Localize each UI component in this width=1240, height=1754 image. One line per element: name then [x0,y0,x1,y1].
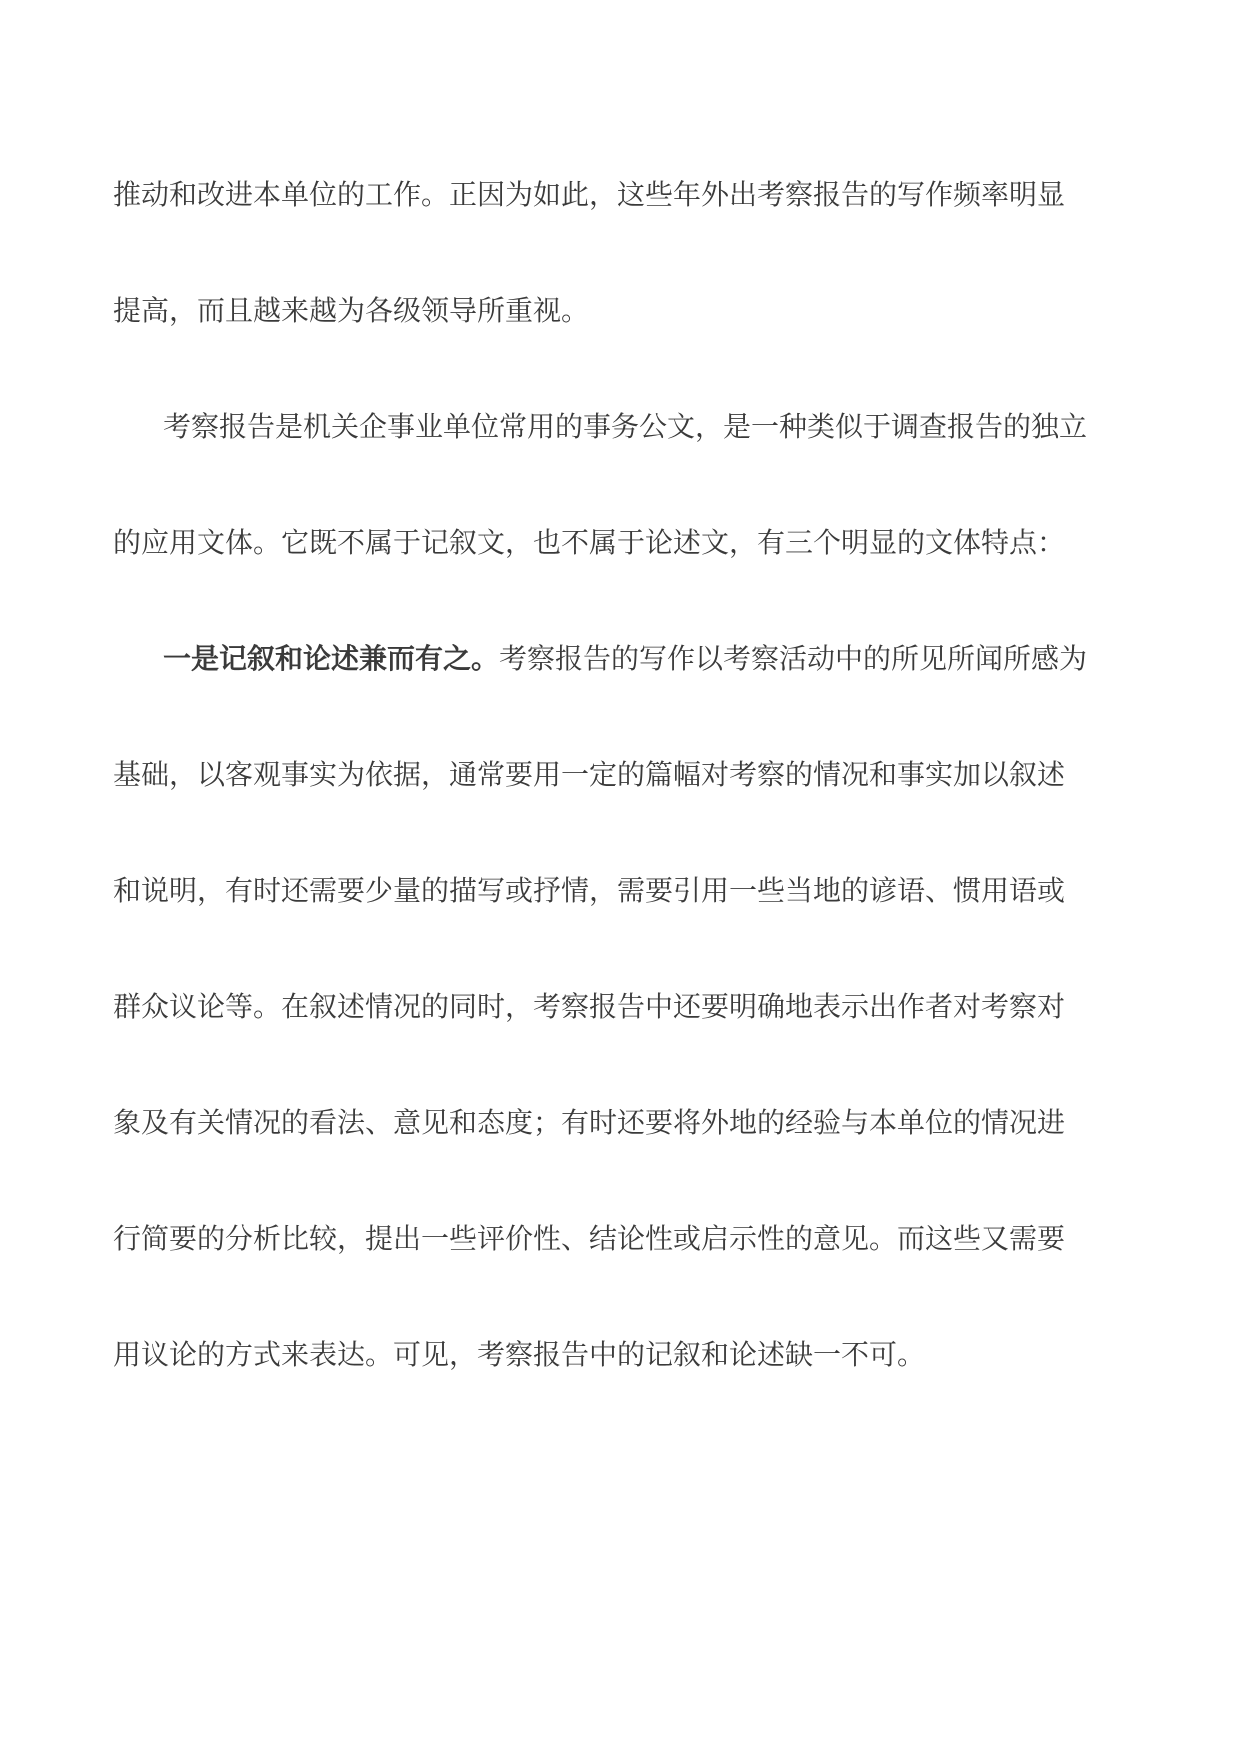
text-line-1: 推动和改进本单位的工作。正因为如此，这些年外出考察报告的写作频率明显 [113,178,1066,211]
paragraph-3-line-7: 用议论的方式来表达。可见，考察报告中的记叙和论述缺一不可。 [113,1338,926,1371]
paragraph-3-line-2: 基础，以客观事实为依据，通常要用一定的篇幅对考察的情况和事实加以叙述 [113,758,1066,791]
paragraph-3-line-3: 和说明，有时还需要少量的描写或抒情，需要引用一些当地的谚语、惯用语或 [113,874,1066,907]
paragraph-2-line-1: 考察报告是机关企事业单位常用的事务公文，是一种类似于调查报告的独立 [163,410,1088,443]
text-line-2: 提高，而且越来越为各级领导所重视。 [113,294,590,327]
point-one-heading: 一是记叙和论述兼而有之。 [163,642,500,675]
paragraph-3-line-4: 群众议论等。在叙述情况的同时，考察报告中还要明确地表示出作者对考察对 [113,990,1066,1023]
point-one-text-start: 考察报告的写作以考察活动中的所见所闻所感为 [499,642,1088,675]
paragraph-3-line-5: 象及有关情况的看法、意见和态度；有时还要将外地的经验与本单位的情况进 [113,1106,1066,1139]
paragraph-3-line-6: 行简要的分析比较，提出一些评价性、结论性或启示性的意见。而这些又需要 [113,1222,1066,1255]
paragraph-3-line-1 [113,639,1133,679]
paragraph-2-line-2: 的应用文体。它既不属于记叙文，也不属于论述文，有三个明显的文体特点： [113,526,1066,559]
